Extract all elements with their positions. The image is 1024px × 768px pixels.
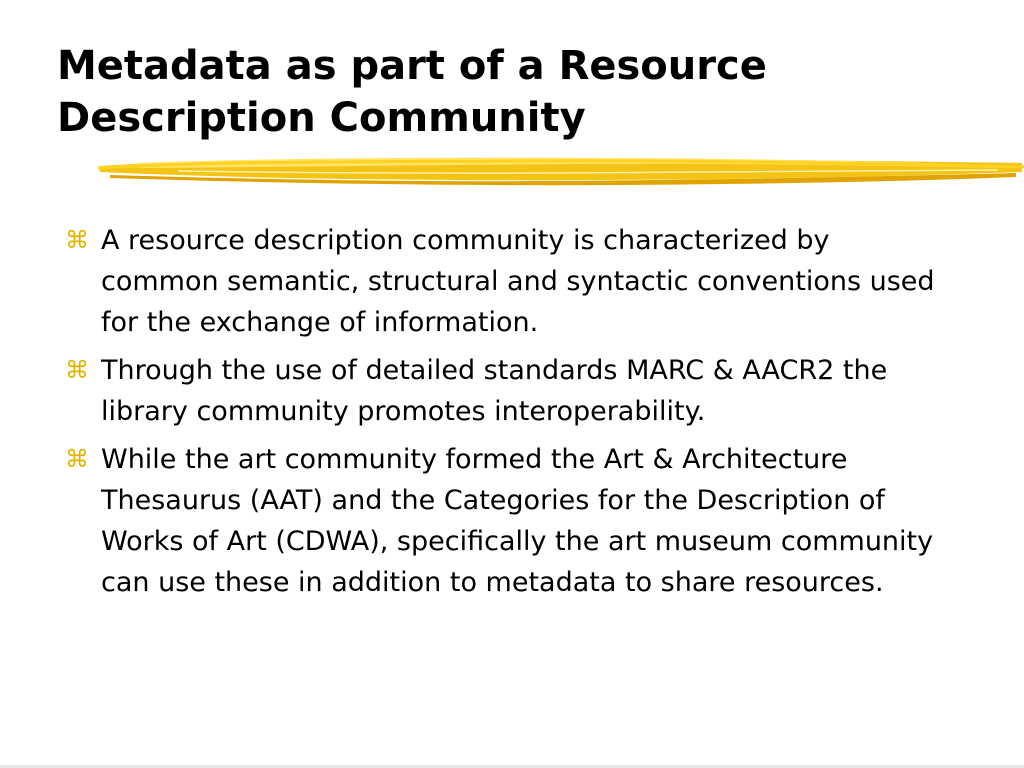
command-key-icon: ⌘ [65, 445, 89, 473]
bullet-text: A resource description community is characterized by common semantic, structural and syntactic conventions used for the exchange of information. [101, 225, 935, 338]
bullet-text: While the art community formed the Art & Architecture Thesaurus (AAT) and the Categories for the Description of Works of Art (CDWA), specifically the art museum community can use these in addition to metadata to share resources. [101, 444, 934, 598]
slide-title [57, 40, 977, 144]
bullet-text: Through the use of detailed standards MARC & AACR2 the library community promotes interoperability. [101, 355, 888, 427]
bullet-item [63, 439, 953, 603]
command-key-icon: ⌘ [65, 226, 89, 254]
slide-title-line-1: Metadata as part of a Resource [57, 43, 767, 89]
bullet-list [63, 220, 953, 610]
bullet-item [63, 350, 953, 432]
slide-title-line-2: Description Community [57, 95, 586, 141]
bullet-item [63, 220, 953, 343]
brush-stroke-underline [98, 150, 1024, 186]
command-key-icon: ⌘ [65, 356, 89, 384]
